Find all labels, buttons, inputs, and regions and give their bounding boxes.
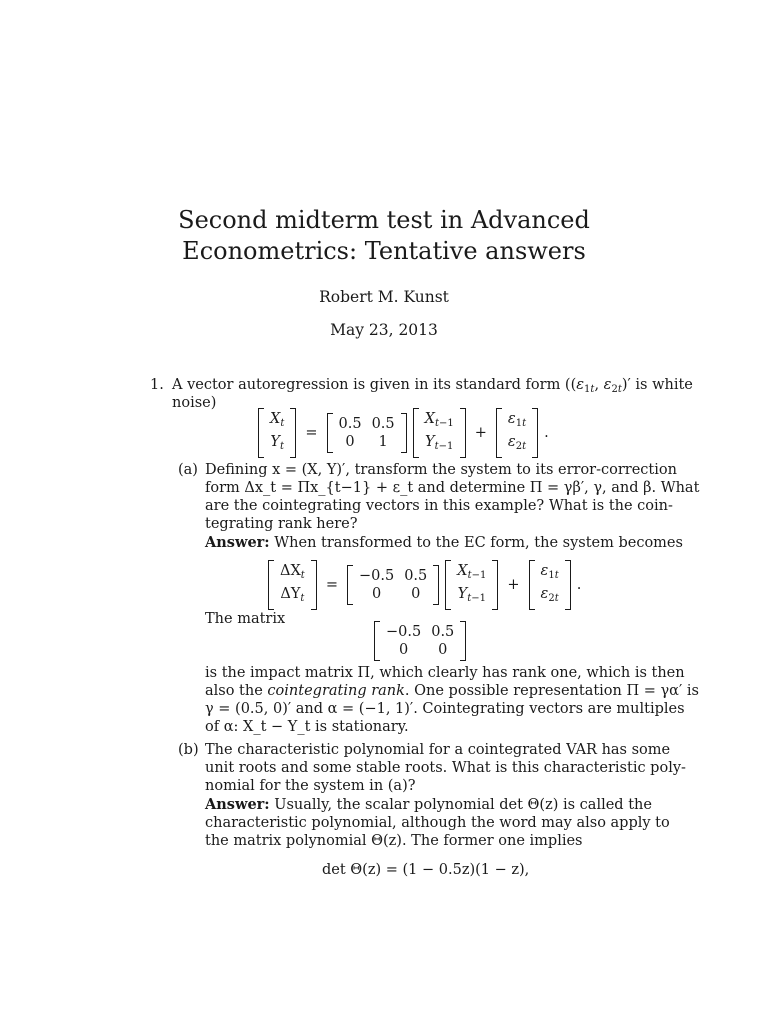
matrix-lagged-2: $X_{t-1}$ $Y_{t-1}$	[445, 560, 498, 610]
part-a-label: (a)	[178, 462, 198, 478]
part-a-line-3: are the cointegrating vectors in this example? What is the coin-	[205, 498, 673, 514]
matrix-errors-2: $\varepsilon_{1t}$ $\varepsilon_{2t}$	[529, 560, 571, 610]
part-b-answer-line-2: characteristic polynomial, although the word may also apply to	[205, 815, 670, 831]
author: Robert M. Kunst	[319, 288, 449, 306]
matrix-errors: $\varepsilon_{1t}$ $\varepsilon_{2t}$	[496, 408, 538, 458]
part-a-after-line-1: is the impact matrix Π, which clearly has rank one, which is then	[205, 665, 685, 681]
part-a-answer: Answer: When transformed to the EC form, the system becomes	[205, 534, 683, 551]
part-b-answer-line-3: the matrix polynomial Θ(z). The former one implies	[205, 833, 583, 849]
title-line-1: Second midterm test in Advanced	[178, 206, 590, 234]
part-b-line-2: unit roots and some stable roots. What is this characteristic poly-	[205, 760, 686, 776]
matrix-coefficients: 0.5 0.5 0 1	[327, 413, 407, 453]
matrix-lhs: $X_t$ $Y_t$	[258, 408, 296, 458]
part-b-line-1: The characteristic polynomial for a cointegrated VAR has some	[205, 742, 671, 758]
equation-characteristic-polynomial: det Θ(z) = (1 − 0.5z)(1 − z),	[322, 862, 530, 878]
part-b-label: (b)	[178, 742, 199, 758]
matrix-impact-standalone: −0.5 0.5 0 0	[374, 621, 466, 661]
equation-var-standard-form: $X_t$ $Y_t$ = 0.5 0.5 0 1 $X_{t-1}$ $Y_{t-1}$ + $\varepsilon_{1t}$ $\varepsilon_{2t}$ .	[258, 408, 549, 458]
part-a-after-line-3: γ = (0.5, 0)′ and α = (−1, 1)′. Cointegrating vectors are multiples	[205, 701, 685, 717]
title-line-2: Econometrics: Tentative answers	[182, 237, 586, 265]
matrix-delta-lhs: $\Delta X_t$ $\Delta Y_t$	[268, 560, 317, 610]
part-b-line-3: nomial for the system in (a)?	[205, 778, 416, 794]
part-a-line-2: form Δx_t = Πx_{t−1} + ε_t and determine Π = γβ′, γ, and β. What	[205, 480, 700, 496]
question-number: 1.	[150, 377, 164, 393]
part-a-line-1: Defining x = (X, Y)′, transform the system to its error-correction	[205, 462, 677, 478]
part-a-after-line-4: of α: X_t − Y_t is stationary.	[205, 719, 409, 735]
question-intro-line-1: A vector autoregression is given in its standard form (($\varepsilon_{1t}$, $\varepsilon_{2t})'$ is white	[172, 377, 693, 395]
matrix-intro: The matrix	[205, 611, 286, 627]
equation-impact-matrix	[374, 621, 466, 661]
equation-ec-form: $\Delta X_t$ $\Delta Y_t$ = −0.5 0.5 0 0 $X_{t-1}$ $Y_{t-1}$ + $\varepsilon_{1t}$ $\varepsilon_{2t}$ .	[268, 560, 581, 610]
paper-title	[0, 205, 768, 267]
date: May 23, 2013	[330, 321, 438, 339]
part-b-answer-line-1: Answer: Usually, the scalar polynomial det Θ(z) is called the	[205, 796, 652, 813]
part-a-line-4: tegrating rank here?	[205, 516, 358, 532]
matrix-lagged: $X_{t-1}$ $Y_{t-1}$	[413, 408, 466, 458]
part-a-after-line-2: also the cointegrating rank. One possible representation Π = γα′ is	[205, 683, 699, 699]
question-intro-line-2: noise)	[172, 395, 217, 411]
matrix-impact: −0.5 0.5 0 0	[347, 565, 439, 605]
